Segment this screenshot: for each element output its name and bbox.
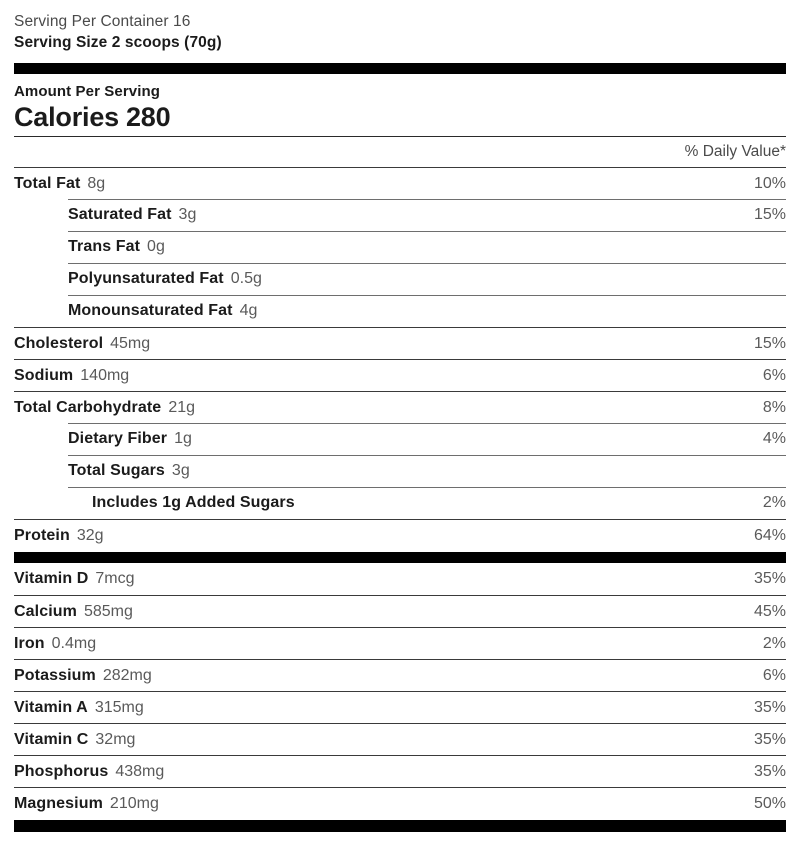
micronutrient-rows [14,563,786,819]
daily-value-percent: 35% [753,699,786,716]
daily-value-percent: 45% [753,603,786,620]
nutrient-name-cell [14,423,192,454]
daily-value-header: % Daily Value* [14,136,786,167]
nutrient-amount: 0.5g [230,270,262,287]
nutrient-label: Magnesium [14,795,103,812]
micronutrient-row [14,787,786,819]
nutrient-amount: 0g [147,238,165,255]
nutrient-amount: 4g [239,302,258,319]
heavy-rule-bottom [14,820,786,832]
nutrient-row [14,487,786,519]
nutrient-amount: 32mg [95,731,136,748]
nutrient-name-cell [14,328,150,359]
nutrient-name-cell [14,520,104,551]
daily-value-percent: 6% [762,367,786,384]
nutrient-amount: 585mg [83,603,133,620]
micronutrient-row [14,659,786,691]
nutrient-label: Sodium [14,367,74,384]
nutrient-amount: 1g [174,430,192,447]
nutrient-label: Vitamin C [14,731,89,748]
nutrient-amount: 3g [171,462,190,479]
nutrient-label: Protein [14,527,70,544]
nutrient-label: Total Carbohydrate [14,399,162,416]
micronutrient-row [14,595,786,627]
nutrient-amount: 0.4mg [51,635,97,652]
nutrient-amount: 7mcg [95,570,135,587]
nutrient-label: Dietary Fiber [68,430,168,447]
nutrient-amount: 32g [76,527,104,544]
nutrient-label: Total Fat [14,175,81,192]
nutrient-name-cell [14,263,262,294]
serving-size: Serving Size 2 scoops (70g) [14,34,222,51]
nutrient-row [14,327,786,359]
micronutrient-row [14,563,786,595]
nutrient-name-cell [14,724,135,755]
nutrient-label: Vitamin D [14,570,89,587]
daily-value-percent: 64% [753,527,786,544]
nutrient-label: Monounsaturated Fat [68,302,233,319]
heavy-rule-top [14,63,786,74]
nutrient-name-cell [14,660,152,691]
nutrient-label: Total Sugars [68,462,165,479]
nutrient-label: Vitamin A [14,699,88,716]
daily-value-percent: 6% [762,667,786,684]
nutrient-name-cell [14,756,164,787]
daily-value-percent: 15% [753,335,786,352]
nutrient-amount: 21g [168,399,196,416]
nutrient-name-cell [14,392,195,423]
amount-per-serving-label: Amount Per Serving [14,83,160,100]
nutrient-row [14,455,786,487]
nutrient-label: Trans Fat [68,238,141,255]
nutrient-name-cell [14,628,96,659]
nutrient-label: Cholesterol [14,335,104,352]
nutrient-name-cell [14,563,135,594]
micronutrient-row [14,627,786,659]
nutrient-amount: 45mg [110,335,151,352]
nutrient-label: Saturated Fat [68,206,172,223]
nutrient-label: Includes 1g Added Sugars [92,494,295,511]
nutrient-label: Iron [14,635,45,652]
micronutrient-row [14,723,786,755]
nutrient-label: Phosphorus [14,763,109,780]
nutrient-name-cell [14,295,257,326]
nutrient-name-cell [14,231,165,262]
micronutrient-row [14,691,786,723]
serving-per-container: Serving Per Container 16 [14,13,191,30]
nutrient-row [14,263,786,295]
serving-information [14,0,786,53]
daily-value-percent: 2% [762,635,786,652]
nutrient-row [14,231,786,263]
nutrient-row [14,295,786,327]
nutrient-label: Potassium [14,667,96,684]
nutrient-row [14,167,786,199]
nutrient-name-cell [14,692,144,723]
nutrient-label: Polyunsaturated Fat [68,270,224,287]
daily-value-percent: 10% [753,175,786,192]
nutrient-rows [14,167,786,551]
nutrient-amount: 438mg [115,763,165,780]
nutrient-amount: 210mg [109,795,159,812]
nutrient-amount: 282mg [102,667,152,684]
daily-value-percent: 2% [762,494,786,511]
nutrient-name-cell [14,596,133,627]
calories-row [14,101,786,136]
nutrient-amount: 140mg [80,367,130,384]
nutrient-name-cell [14,487,295,518]
calories-value: 280 [125,102,171,132]
nutrient-name-cell [14,199,196,230]
nutrient-row [14,519,786,551]
nutrient-name-cell [14,455,190,486]
daily-value-percent: 4% [762,430,786,447]
nutrient-row [14,199,786,231]
daily-value-percent: 15% [753,206,786,223]
nutrient-name-cell [14,168,105,199]
calories-label: Calories [14,102,119,132]
nutrient-row [14,391,786,423]
daily-value-percent: 8% [762,399,786,416]
daily-value-percent: 35% [753,731,786,748]
nutrient-name-cell [14,788,159,819]
daily-value-percent: 35% [753,570,786,587]
daily-value-percent: 50% [753,795,786,812]
nutrient-label: Calcium [14,603,77,620]
micronutrient-row [14,755,786,787]
nutrient-row [14,423,786,455]
nutrient-amount: 315mg [94,699,144,716]
heavy-rule-middle [14,552,786,563]
nutrient-name-cell [14,360,129,391]
nutrient-amount: 8g [87,175,106,192]
nutrient-row [14,359,786,391]
daily-value-percent: 35% [753,763,786,780]
nutrient-amount: 3g [178,206,197,223]
